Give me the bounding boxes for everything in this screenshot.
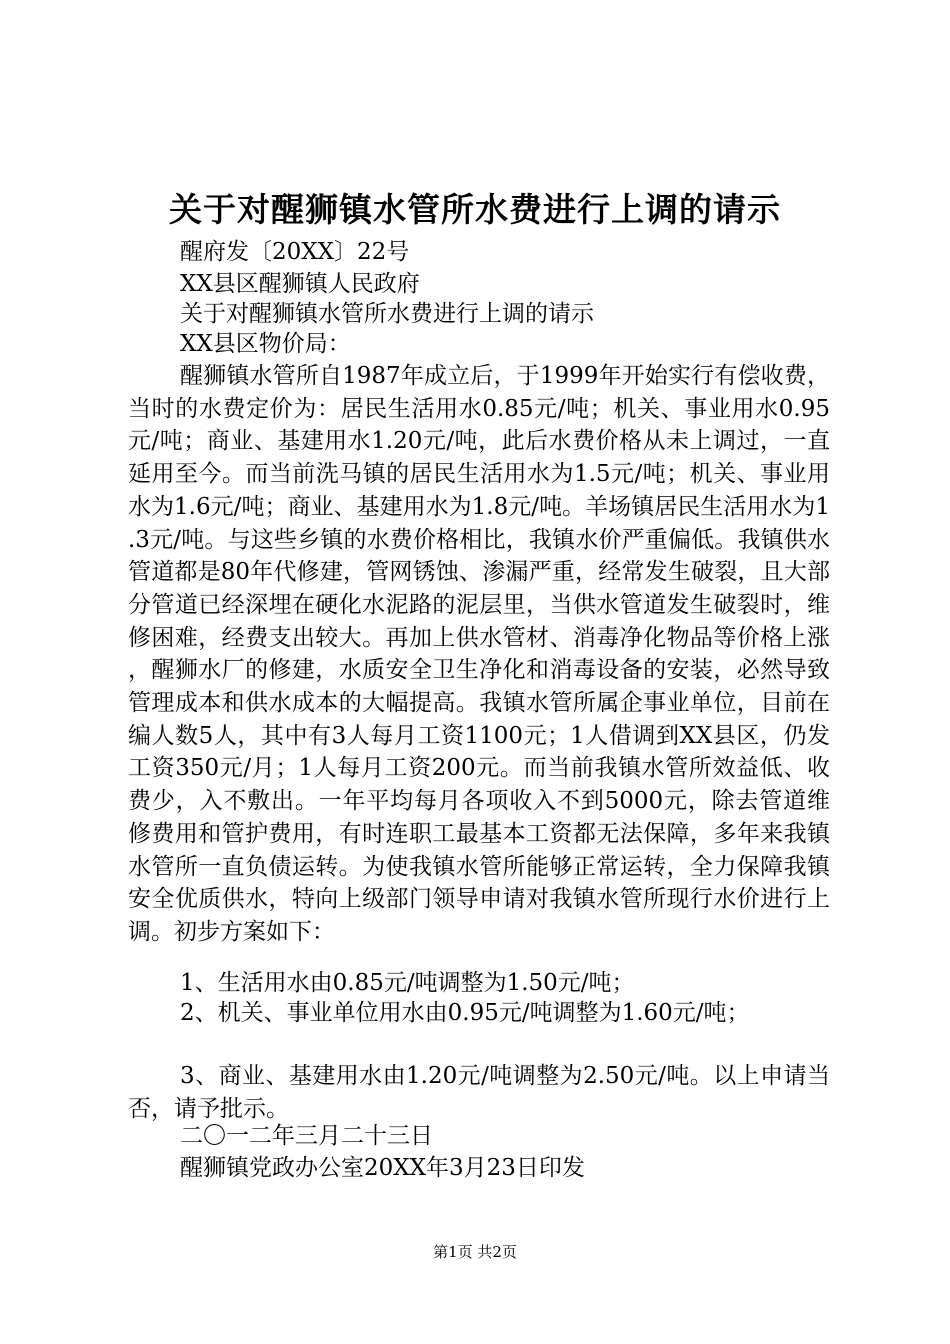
body-paragraph: 醒狮镇水管所自1987年成立后，于1999年开始实行有偿收费，当时的水费定价为：居民生活用水0.85元/吨；机关、事业用水0.95元/吨；商业、基建用水1.20元/吨，此后水费价格从未上调过，一直延用至今。而当前洗马镇的居民生活用水为1.5元/吨；机关、事业用水为1.6元/吨；商业、基建用水为1.8元/吨。羊场镇居民生活用水为1.3元/吨。与这些乡镇的水费价格相比，我镇水价严重偏低。我镇供水管道都是80年代修建，管网锈蚀、渗漏严重，经常发生破裂，且大部分管道已经深埋在硬化水泥路的泥层里，当供水管道发生破裂时，维修困难，经费支出较大。再加上供水管材、消毒净化物品等价格上涨，醒狮水厂的修建，水质安全卫生净化和消毒设备的安装，必然导致管理成本和供水成本的大幅提高。我镇水管所属企事业单位，目前在编人数5人，其中有3人每月工资1100元；1人借调到XX县区，仍发工资350元/月；1人每月工资200元。而当前我镇水管所效益低、收费少，入不敷出。一年平均每月各项收入不到5000元，除去管道维修费用和管护费用，有时连职工最基本工资都无法保障，多年来我镇水管所一直负债运转。为使我镇水管所能够正常运转，全力保障我镇安全优质供水，特向上级部门领导申请对我镇水管所现行水价进行上调。初步方案如下： [128,363,830,945]
document-title: 关于对醒狮镇水管所水费进行上调的请示 [169,190,781,229]
list-item-3: 3、商业、基建用水由1.20元/吨调整为2.50元/吨。以上申请当否，请予批示。 [128,1063,830,1122]
issue-date: 二〇一二年三月二十三日 [180,1123,433,1149]
issuer: XX县区醒狮镇人民政府 [180,271,420,297]
list-item-1: 1、生活用水由0.85元/吨调整为1.50元/吨； [180,970,635,996]
subject-line: 关于对醒狮镇水管所水费进行上调的请示 [180,301,594,327]
list-item-2: 2、机关、事业单位用水由0.95元/吨调整为1.60元/吨； [180,1000,750,1026]
recipient: XX县区物价局： [180,331,351,357]
printed-by: 醒狮镇党政办公室20XX年3月23日印发 [180,1155,585,1181]
document-number: 醒府发〔20XX〕22号 [180,239,410,265]
page-number: 第1页 共2页 [433,1243,517,1261]
